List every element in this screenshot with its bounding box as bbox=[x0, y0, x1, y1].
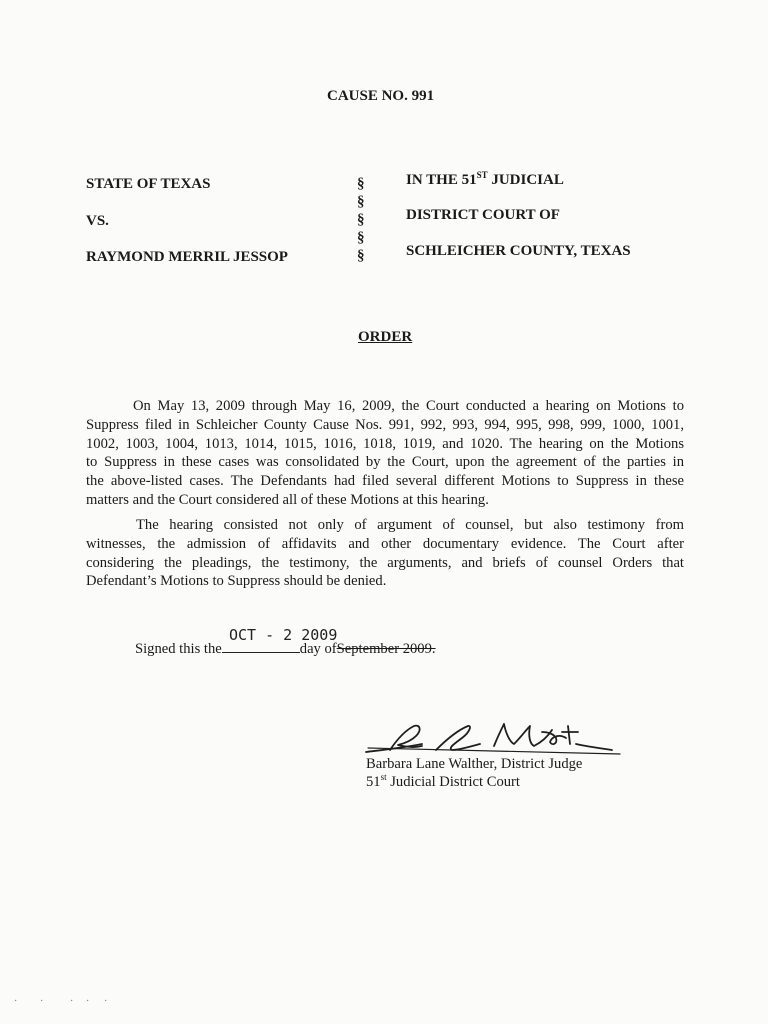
section-symbol: § bbox=[357, 248, 365, 264]
paragraph-line: considering the pleadings, the testimony, the arguments, and briefs of counsel Orders that bbox=[86, 554, 684, 571]
paragraph-line: witnesses, the admission of affidavits and other documentary evidence. The Court after bbox=[86, 535, 684, 552]
caption-court-ordinal: ST bbox=[476, 170, 488, 180]
scan-speck: · bbox=[14, 996, 18, 1007]
paragraph-line: to Suppress in these cases was consolidated by the Court, upon the agreement of the parties in bbox=[86, 454, 684, 471]
cause-number: CAUSE NO. 991 bbox=[327, 88, 435, 104]
paragraph-line: Defendant’s Motions to Suppress should be denied. bbox=[86, 573, 387, 590]
caption-court-line1-prefix: IN THE 51 bbox=[406, 172, 477, 188]
caption-court-line3: SCHLEICHER COUNTY, TEXAS bbox=[406, 243, 631, 259]
caption-court-line2: DISTRICT COURT OF bbox=[406, 207, 560, 223]
date-blank bbox=[222, 651, 300, 653]
order-paragraph-1 bbox=[86, 397, 684, 510]
scan-speck: · bbox=[40, 996, 44, 1007]
scan-speck: · bbox=[86, 996, 90, 1007]
scan-speck: · bbox=[70, 996, 74, 1007]
signed-day-of: day of bbox=[299, 641, 337, 657]
caption-party-defendant: RAYMOND MERRIL JESSOP bbox=[86, 249, 288, 265]
paragraph-line: 1002, 1003, 1004, 1013, 1014, 1015, 1016, 1018, 1019, and 1020. The hearing on the Motions bbox=[86, 435, 684, 452]
judge-name: Barbara Lane Walther, District Judge bbox=[366, 756, 583, 772]
judge-signature bbox=[362, 714, 624, 762]
section-symbol: § bbox=[357, 212, 365, 228]
paragraph-line: The hearing consisted not only of argument of counsel, but also testimony from bbox=[136, 517, 684, 533]
document-heading: ORDER bbox=[358, 329, 413, 345]
scan-speck: · bbox=[104, 996, 108, 1007]
judge-court-suffix: Judicial District Court bbox=[386, 774, 520, 790]
paragraph-line: matters and the Court considered all of these Motions at this hearing. bbox=[86, 491, 489, 508]
judge-court bbox=[366, 774, 520, 791]
caption-versus: VS. bbox=[86, 213, 109, 229]
paragraph-line: Suppress filed in Schleicher County Cause Nos. 991, 992, 993, 994, 995, 998, 999, 1000, 1001, bbox=[86, 416, 684, 433]
struck-date: September 2009. bbox=[336, 641, 436, 657]
date-stamp: OCT - 2 2009 bbox=[229, 626, 338, 644]
section-symbol: § bbox=[357, 176, 365, 192]
caption-court-line1 bbox=[406, 172, 564, 189]
caption-party-state: STATE OF TEXAS bbox=[86, 176, 211, 192]
section-symbol: § bbox=[357, 194, 365, 210]
judge-court-ordinal: st bbox=[380, 772, 387, 783]
order-paragraph-2 bbox=[86, 516, 684, 591]
paragraph-line: On May 13, 2009 through May 16, 2009, the Court conducted a hearing on Motions to bbox=[133, 398, 684, 414]
caption-court-line1-suffix: JUDICIAL bbox=[487, 172, 564, 188]
judge-court-prefix: 51 bbox=[366, 774, 381, 790]
signed-prefix: Signed this the bbox=[135, 641, 222, 657]
paragraph-line: the above-listed cases. The Defendants had filed several different Motions to Suppress in these bbox=[86, 473, 684, 490]
section-symbol: § bbox=[357, 230, 365, 246]
